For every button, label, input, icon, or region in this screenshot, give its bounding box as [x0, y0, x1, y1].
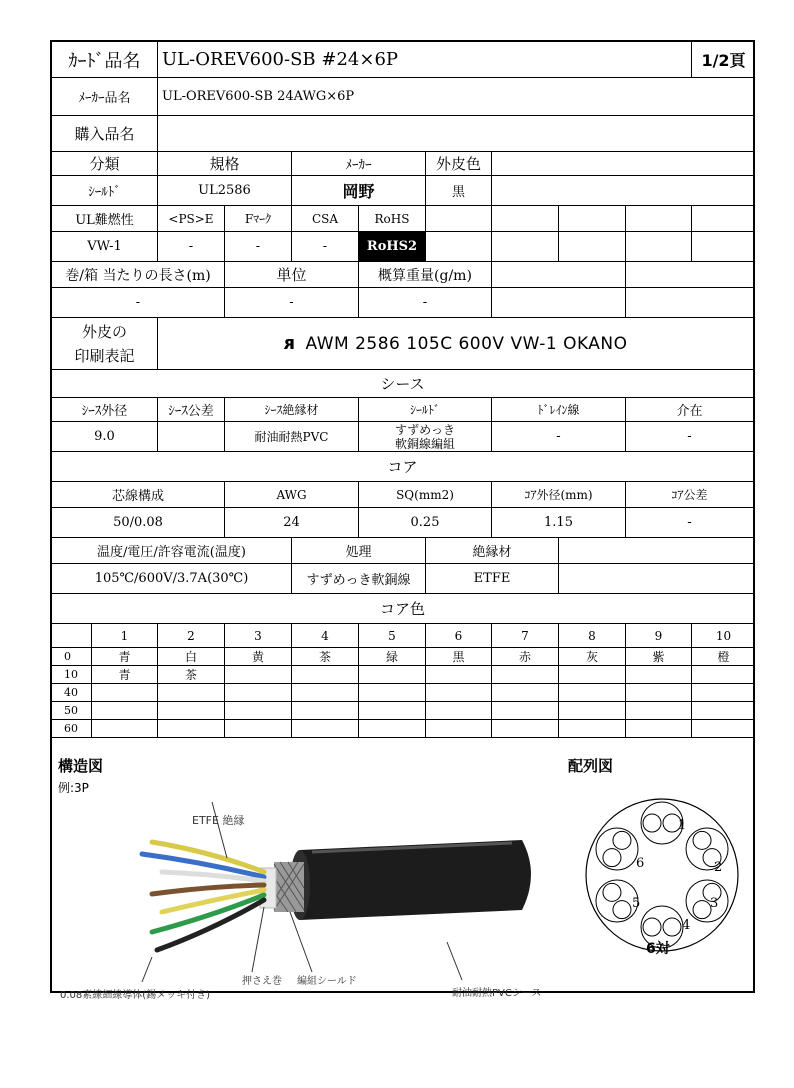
sheath-od-value: 9.0	[52, 422, 158, 451]
print-row	[52, 318, 753, 370]
color-column-header: 6	[426, 624, 492, 647]
print-label-line2: 印刷表記	[74, 346, 135, 365]
card-name-value: UL-OREV600-SB #24×6P	[158, 42, 692, 77]
color-column-header: 1	[92, 624, 158, 647]
maker-name-row	[52, 78, 753, 116]
color-cell: 茶	[292, 648, 359, 665]
print-label-line1: 外皮の	[81, 322, 127, 341]
color-cell	[359, 720, 426, 737]
sq-value: 0.25	[359, 508, 492, 537]
core-od-header: ｺｱ外径(mm)	[492, 482, 626, 507]
pair-number-label: 2	[714, 860, 723, 875]
process-header: 処理	[292, 538, 426, 563]
rohs-badge: RoHS2	[359, 232, 426, 261]
color-cell	[225, 666, 292, 683]
purchase-name-row	[52, 116, 753, 152]
f-mark-value: -	[225, 232, 292, 261]
outer-sheath-circle	[586, 799, 738, 951]
color-cell	[359, 684, 426, 701]
color-cell	[92, 720, 158, 737]
spec-sheet	[50, 40, 755, 1001]
color-cell	[626, 684, 692, 701]
empty-cell	[492, 262, 626, 287]
sheath-od-header: ｼｰｽ外径	[52, 398, 158, 421]
color-cell: 橙	[717, 650, 730, 664]
color-cell	[559, 702, 626, 719]
page-number: 1/2頁	[701, 51, 746, 70]
core-tol-value: -	[687, 515, 692, 530]
core-circle	[613, 831, 631, 849]
classification-value: ｼｰﾙﾄﾞ	[52, 176, 158, 205]
color-row	[52, 702, 753, 720]
color-column-header: 2	[158, 624, 225, 647]
color-cell	[559, 720, 626, 737]
core-circle	[603, 849, 621, 867]
empty-cell	[692, 232, 753, 261]
core-values-row	[52, 508, 753, 538]
color-cell	[292, 666, 359, 683]
color-row-label: 10	[52, 666, 92, 683]
color-row-label: 50	[52, 702, 92, 719]
drain-value: -	[492, 422, 626, 451]
sheath-title: シース	[380, 375, 425, 393]
color-cell	[426, 666, 492, 683]
empty-cell	[492, 152, 753, 175]
color-row	[52, 684, 753, 702]
empty-cell	[626, 262, 753, 287]
ps-value: -	[158, 232, 225, 261]
color-cell	[92, 684, 158, 701]
core-circle	[643, 918, 661, 936]
color-cell	[158, 702, 225, 719]
structure-title: 構造図	[58, 757, 104, 775]
color-cell	[492, 720, 559, 737]
print-label	[52, 318, 158, 369]
temp-value: 105℃/600V/3.7A(30℃)	[52, 564, 292, 593]
color-cell	[692, 720, 755, 737]
standard-value: UL2586	[158, 176, 292, 205]
length-header: 巻/箱 当たりの長さ(m)	[52, 262, 225, 287]
sheath-insul-header: ｼｰｽ絶縁材	[225, 398, 359, 421]
insulation-value: ETFE	[426, 564, 559, 593]
sq-header: SQ(mm2)	[359, 482, 492, 507]
empty-cell	[492, 206, 559, 231]
sheath-tol-header: ｼｰｽ公差	[158, 398, 225, 421]
card-name-row	[52, 42, 753, 78]
color-cell	[292, 702, 359, 719]
color-cell: 青	[92, 648, 158, 665]
empty-cell	[559, 564, 753, 593]
color-cell	[92, 702, 158, 719]
sheath-title-row	[52, 370, 753, 398]
flame-header-row	[52, 206, 753, 232]
core-circle	[693, 901, 711, 919]
classification-header: 分類	[52, 152, 158, 175]
f-mark-header: Fﾏｰｸ	[225, 206, 292, 231]
core-circle	[643, 814, 661, 832]
color-cell	[692, 684, 755, 701]
core-title-row	[52, 452, 753, 482]
pairs-count-label: 6対	[646, 941, 670, 957]
color-cell: 茶	[158, 666, 225, 683]
core-od-value: 1.15	[492, 508, 626, 537]
color-cell	[225, 684, 292, 701]
filler-value: -	[687, 429, 692, 444]
core-circle	[603, 883, 621, 901]
layout-title: 配列図	[568, 757, 614, 775]
color-cell	[492, 702, 559, 719]
color-cell: 赤	[492, 648, 559, 665]
unit-header: 単位	[225, 262, 359, 287]
wrap-label: 押さえ巻	[242, 976, 282, 987]
purchase-name-value	[158, 116, 753, 151]
color-row-label: 40	[52, 684, 92, 701]
color-cell	[225, 720, 292, 737]
color-cell	[225, 702, 292, 719]
shield-header: ｼｰﾙﾄﾞ	[359, 398, 492, 421]
cable-structure-diagram	[52, 782, 552, 992]
drain-header: ﾄﾞﾚｲﾝ線	[492, 398, 626, 421]
print-text-cell	[158, 318, 753, 369]
empty-cell	[559, 206, 626, 231]
awg-header: AWG	[225, 482, 359, 507]
core-values2-row	[52, 564, 753, 594]
shield-value-line2: 軟銅線編組	[394, 436, 455, 451]
card-name-label: ｶｰﾄﾞ品名	[52, 42, 158, 77]
color-cell	[292, 720, 359, 737]
color-column-header: 4	[292, 624, 359, 647]
pair-layout-diagram	[582, 795, 742, 955]
wires	[142, 842, 264, 950]
color-column-header: 7	[492, 624, 559, 647]
structure-example: 例:3P	[58, 781, 89, 795]
color-cell	[692, 666, 755, 683]
color-cell	[158, 684, 225, 701]
length-value: -	[52, 288, 225, 317]
pair-number-label: 3	[710, 896, 719, 911]
csa-value: -	[292, 232, 359, 261]
flame-values-row	[52, 232, 753, 262]
maker-name-value: UL-OREV600-SB 24AWG×6P	[162, 89, 355, 104]
color-cell	[426, 702, 492, 719]
color-cell	[626, 666, 692, 683]
empty-cell	[426, 206, 492, 231]
weight-header: 概算重量(g/m)	[359, 262, 492, 287]
color-cell: 黒	[426, 648, 492, 665]
core-circle	[693, 831, 711, 849]
color-cell: 白	[158, 648, 225, 665]
awg-value: 24	[225, 508, 359, 537]
color-row-label: 0	[52, 648, 92, 665]
pair-number-label: 1	[678, 818, 687, 833]
empty-cell	[626, 288, 753, 317]
temp-header: 温度/電圧/許容電流(温度)	[52, 538, 292, 563]
maker-header: ﾒｰｶｰ	[292, 152, 426, 175]
length-values-row	[52, 288, 753, 318]
sheath-color-value: 黒	[426, 176, 492, 205]
core-comp-value: 50/0.08	[52, 508, 225, 537]
color-column-header: 3	[225, 624, 292, 647]
color-cell: 灰	[559, 648, 626, 665]
shield-value-line1: すずめっき	[394, 422, 455, 437]
color-cell	[559, 684, 626, 701]
color-cell	[692, 702, 755, 719]
core-circle	[663, 918, 681, 936]
standard-header: 規格	[158, 152, 292, 175]
color-cell	[158, 720, 225, 737]
spec-values-row	[52, 176, 753, 206]
color-cell: 黄	[225, 648, 292, 665]
color-cell	[292, 684, 359, 701]
spec-header-row	[52, 152, 753, 176]
csa-header: CSA	[292, 206, 359, 231]
color-cell	[359, 702, 426, 719]
core-header2-row	[52, 538, 753, 564]
purchase-name-label: 購入品名	[52, 116, 158, 151]
ul-flame-value: VW-1	[52, 232, 158, 261]
jacket-label: 耐油耐熱PVCシース	[452, 988, 542, 999]
colors-title-row	[52, 594, 753, 624]
process-value: すずめっき軟銅線	[292, 564, 426, 593]
etfe-label: ETFE 絶縁	[192, 814, 245, 827]
rohs-header: RoHS	[359, 206, 426, 231]
weight-value: -	[359, 288, 492, 317]
empty-cell	[52, 624, 92, 647]
sheath-color-header: 外皮色	[426, 152, 492, 175]
color-row	[52, 648, 753, 666]
pair-number-label: 4	[682, 918, 691, 933]
color-row-label: 60	[52, 720, 92, 737]
color-row	[52, 720, 753, 738]
conductor-label: 0.08素線細線導体(錫メッキ付き)	[60, 990, 211, 1001]
sheath-insul-value: 耐油耐熱PVC	[225, 422, 359, 451]
color-column-header: 10	[715, 628, 732, 643]
color-cell: 青	[92, 666, 158, 683]
color-cell	[626, 702, 692, 719]
empty-cell	[426, 232, 492, 261]
color-cell	[426, 684, 492, 701]
color-column-header: 5	[359, 624, 426, 647]
color-cell	[426, 720, 492, 737]
core-header-row	[52, 482, 753, 508]
insulation-header: 絶縁材	[426, 538, 559, 563]
empty-cell	[492, 288, 626, 317]
sheath-tol-value	[158, 422, 225, 451]
filler-header: 介在	[676, 404, 703, 419]
core-title: コア	[387, 458, 418, 476]
ps-header: <PS>E	[158, 206, 225, 231]
shield-value	[359, 422, 492, 451]
empty-cell	[626, 206, 692, 231]
maker-value: 岡野	[292, 176, 426, 205]
unit-value: -	[225, 288, 359, 317]
pair-number-label: 6	[636, 856, 645, 871]
color-cell	[559, 666, 626, 683]
core-circle	[613, 901, 631, 919]
length-header-row	[52, 262, 753, 288]
maker-name-label: ﾒｰｶｰ品名	[52, 78, 158, 115]
color-cell	[626, 720, 692, 737]
core-comp-header: 芯線構成	[52, 482, 225, 507]
pair-number-label: 5	[632, 896, 641, 911]
color-row	[52, 666, 753, 684]
print-text: AWM 2586 105C 600V VW-1 OKANO	[305, 333, 628, 354]
ul-flame-header: UL難燃性	[52, 206, 158, 231]
empty-cell	[492, 176, 753, 205]
color-cell: 紫	[626, 648, 692, 665]
ul-mark-icon: ᴙ	[283, 333, 296, 354]
color-column-header: 8	[559, 624, 626, 647]
color-cell	[359, 666, 426, 683]
braid-label: 編組シールド	[297, 976, 357, 987]
sheath-header-row	[52, 398, 753, 422]
empty-cell	[626, 232, 692, 261]
empty-cell	[492, 232, 559, 261]
color-column-header: 9	[626, 624, 692, 647]
colors-title: コア色	[379, 600, 425, 618]
core-tol-header: ｺｱ公差	[671, 488, 708, 502]
color-cell	[492, 666, 559, 683]
color-header-row	[52, 624, 753, 648]
empty-cell	[559, 538, 753, 563]
empty-cell	[692, 206, 753, 231]
empty-cell	[559, 232, 626, 261]
sheath-values-row	[52, 422, 753, 452]
color-cell	[492, 684, 559, 701]
color-cell: 緑	[359, 648, 426, 665]
